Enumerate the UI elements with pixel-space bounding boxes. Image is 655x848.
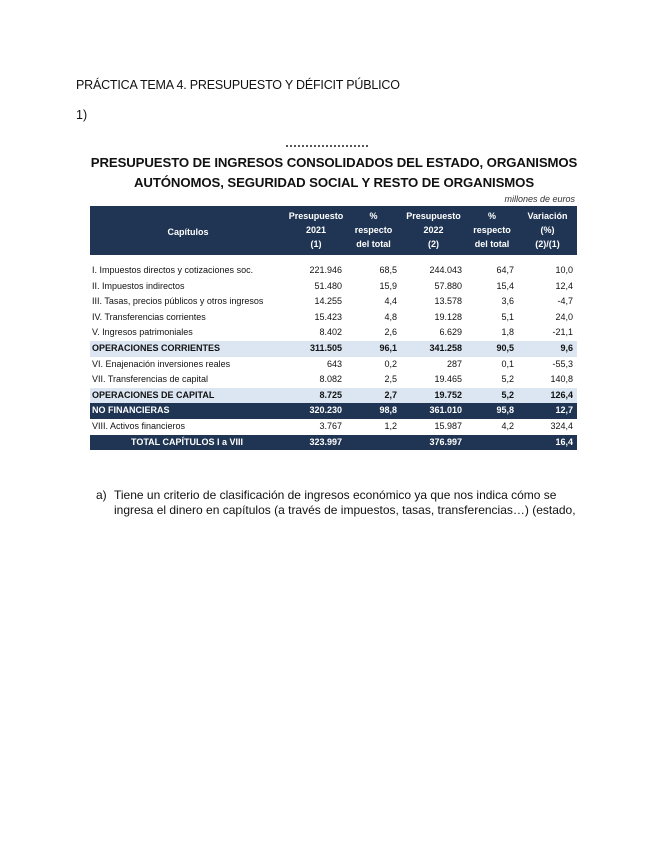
cell-var: -21,1 — [552, 327, 573, 338]
cell-p2022: 376.997 — [401, 435, 466, 451]
cell-p2022: 287 — [446, 358, 462, 369]
table-row — [90, 279, 577, 295]
cell-var: 324,4 — [550, 420, 573, 431]
table-row — [90, 357, 577, 373]
cell-pct2021: 68,5 — [379, 265, 397, 275]
subtotal-row-operaciones-corrientes — [90, 341, 577, 357]
cell-pct2022: 95,8 — [466, 403, 518, 419]
cell-pct2021: 2,6 — [384, 327, 397, 338]
cell-pct2021 — [346, 435, 401, 451]
row-label: III. Tasas, precios públicos y otros ingresos — [92, 296, 264, 307]
cell-pct2021: 0,2 — [384, 358, 397, 369]
header-pct2022: % — [466, 206, 518, 223]
cell-p2022: 13.578 — [434, 296, 462, 307]
cell-p2021: 323.997 — [286, 435, 346, 451]
cell-pct2021: 4,4 — [384, 296, 397, 307]
cell-p2021: 643 — [326, 358, 342, 369]
cell-pct2021: 15,9 — [379, 280, 397, 291]
cell-p2021: 8.402 — [319, 327, 342, 338]
header-variacion-line3: (2)/(1) — [518, 237, 577, 255]
row-label: II. Impuestos indirectos — [92, 280, 185, 291]
table-title-line2: AUTÓNOMOS, SEGURIDAD SOCIAL Y RESTO DE ORGANISMOS — [133, 175, 535, 190]
table-row — [90, 294, 577, 310]
spacer-row — [90, 255, 577, 263]
cell-pct2022: 1,8 — [501, 327, 514, 338]
header-p2021-ref: (1) — [286, 237, 346, 255]
cell-p2021: 311.505 — [286, 341, 346, 357]
cell-p2022: 19.752 — [401, 388, 466, 404]
row-label: NO FINANCIERAS — [90, 403, 286, 419]
cell-pct2022: 5,1 — [501, 311, 514, 322]
header-pct2021-line3: del total — [346, 237, 401, 255]
cell-p2022: 341.258 — [401, 341, 466, 357]
answer-label: a) — [96, 488, 107, 502]
cell-p2022: 361.010 — [401, 403, 466, 419]
cropped-caption-fragment — [286, 143, 368, 147]
cell-p2022: 244.043 — [429, 265, 462, 275]
row-label: VIII. Activos financieros — [92, 420, 186, 431]
cell-pct2022: 4,2 — [501, 420, 514, 431]
cell-pct2022 — [466, 435, 518, 451]
cell-p2021: 8.082 — [319, 374, 342, 385]
cell-var: -4,7 — [557, 296, 573, 307]
cell-p2022: 57.880 — [434, 280, 462, 291]
cell-p2021: 3.767 — [319, 420, 342, 431]
header-pct2022-line3: del total — [466, 237, 518, 255]
header-p2021: Presupuesto — [286, 206, 346, 223]
table-row — [90, 372, 577, 388]
cell-pct2021: 2,7 — [346, 388, 401, 404]
header-p2022: Presupuesto — [401, 206, 466, 223]
header-pct2022-line2: respecto — [466, 223, 518, 237]
table-row — [90, 419, 577, 435]
cell-p2022: 6.629 — [439, 327, 462, 338]
cell-var: 140,8 — [550, 374, 573, 385]
cell-var: 126,4 — [518, 388, 577, 404]
document-heading: PRÁCTICA TEMA 4. PRESUPUESTO Y DÉFICIT PÚBLICO — [76, 78, 400, 92]
cell-pct2022: 5,2 — [466, 388, 518, 404]
header-variacion: Variación — [518, 206, 577, 223]
subtotal-row-operaciones-capital — [90, 388, 577, 404]
cell-pct2022: 15,4 — [496, 280, 514, 291]
table-row — [90, 325, 577, 341]
header-pct2021-line2: respecto — [346, 223, 401, 237]
cell-var: 16,4 — [518, 435, 577, 451]
cell-p2022: 15.987 — [434, 420, 462, 431]
row-label: I. Impuestos directos y cotizaciones soc. — [92, 265, 254, 275]
cell-pct2022: 5,2 — [501, 374, 514, 385]
cell-var: 12,7 — [518, 403, 577, 419]
cell-p2021: 221.946 — [309, 265, 342, 275]
cell-p2021: 51.480 — [314, 280, 342, 291]
row-label: V. Ingresos patrimoniales — [92, 327, 193, 338]
cell-var: 9,6 — [518, 341, 577, 357]
header-variacion-line2: (%) — [518, 223, 577, 237]
header-p2022-ref: (2) — [401, 237, 466, 255]
table-row — [90, 310, 577, 326]
row-label: OPERACIONES DE CAPITAL — [90, 388, 286, 404]
row-label: TOTAL CAPÍTULOS I a VIII — [90, 435, 286, 451]
row-label: IV. Transferencias corrientes — [92, 311, 206, 322]
table-title-line1: PRESUPUESTO DE INGRESOS CONSOLIDADOS DEL ESTADO, ORGANISMOS — [90, 155, 578, 170]
cell-pct2021: 4,8 — [384, 311, 397, 322]
cell-pct2021: 98,8 — [346, 403, 401, 419]
cell-var: 24,0 — [555, 311, 573, 322]
cell-pct2021: 96,1 — [346, 341, 401, 357]
cell-p2021: 14.255 — [314, 296, 342, 307]
total-row — [90, 435, 577, 451]
cell-pct2022: 64,7 — [496, 265, 514, 275]
cell-pct2021: 1,2 — [384, 420, 397, 431]
row-label: OPERACIONES CORRIENTES — [90, 341, 286, 357]
row-label: VI. Enajenación inversiones reales — [92, 358, 231, 369]
question-number: 1) — [76, 108, 88, 122]
budget-table — [90, 206, 577, 450]
cell-var: 10,0 — [555, 265, 573, 275]
header-pct2021: % — [346, 206, 401, 223]
answer-paragraph — [96, 488, 576, 518]
cell-p2022: 19.128 — [434, 311, 462, 322]
table-header — [90, 206, 577, 255]
answer-text: Tiene un criterio de clasificación de ingresos económico ya que nos indica cómo se ingresa el dinero en capítulos (a través de impuestos, tasas, transferencias…) (estado, — [114, 488, 576, 517]
cell-p2021: 15.423 — [314, 311, 342, 322]
header-capitulos: Capítulos — [90, 206, 286, 255]
cell-pct2022: 90,5 — [466, 341, 518, 357]
cell-pct2022: 3,6 — [501, 296, 514, 307]
cell-pct2022: 0,1 — [501, 358, 514, 369]
header-p2021-year: 2021 — [286, 223, 346, 237]
table-row — [90, 263, 577, 279]
cell-pct2021: 2,5 — [384, 374, 397, 385]
cell-p2022: 19.465 — [434, 374, 462, 385]
cell-p2021: 8.725 — [286, 388, 346, 404]
units-note: millones de euros — [504, 194, 575, 204]
cell-p2021: 320.230 — [286, 403, 346, 419]
row-label: VII. Transferencias de capital — [92, 374, 209, 385]
subtotal-row-no-financieras — [90, 403, 577, 419]
cell-var: 12,4 — [555, 280, 573, 291]
cell-var: -55,3 — [552, 358, 573, 369]
header-p2022-year: 2022 — [401, 223, 466, 237]
